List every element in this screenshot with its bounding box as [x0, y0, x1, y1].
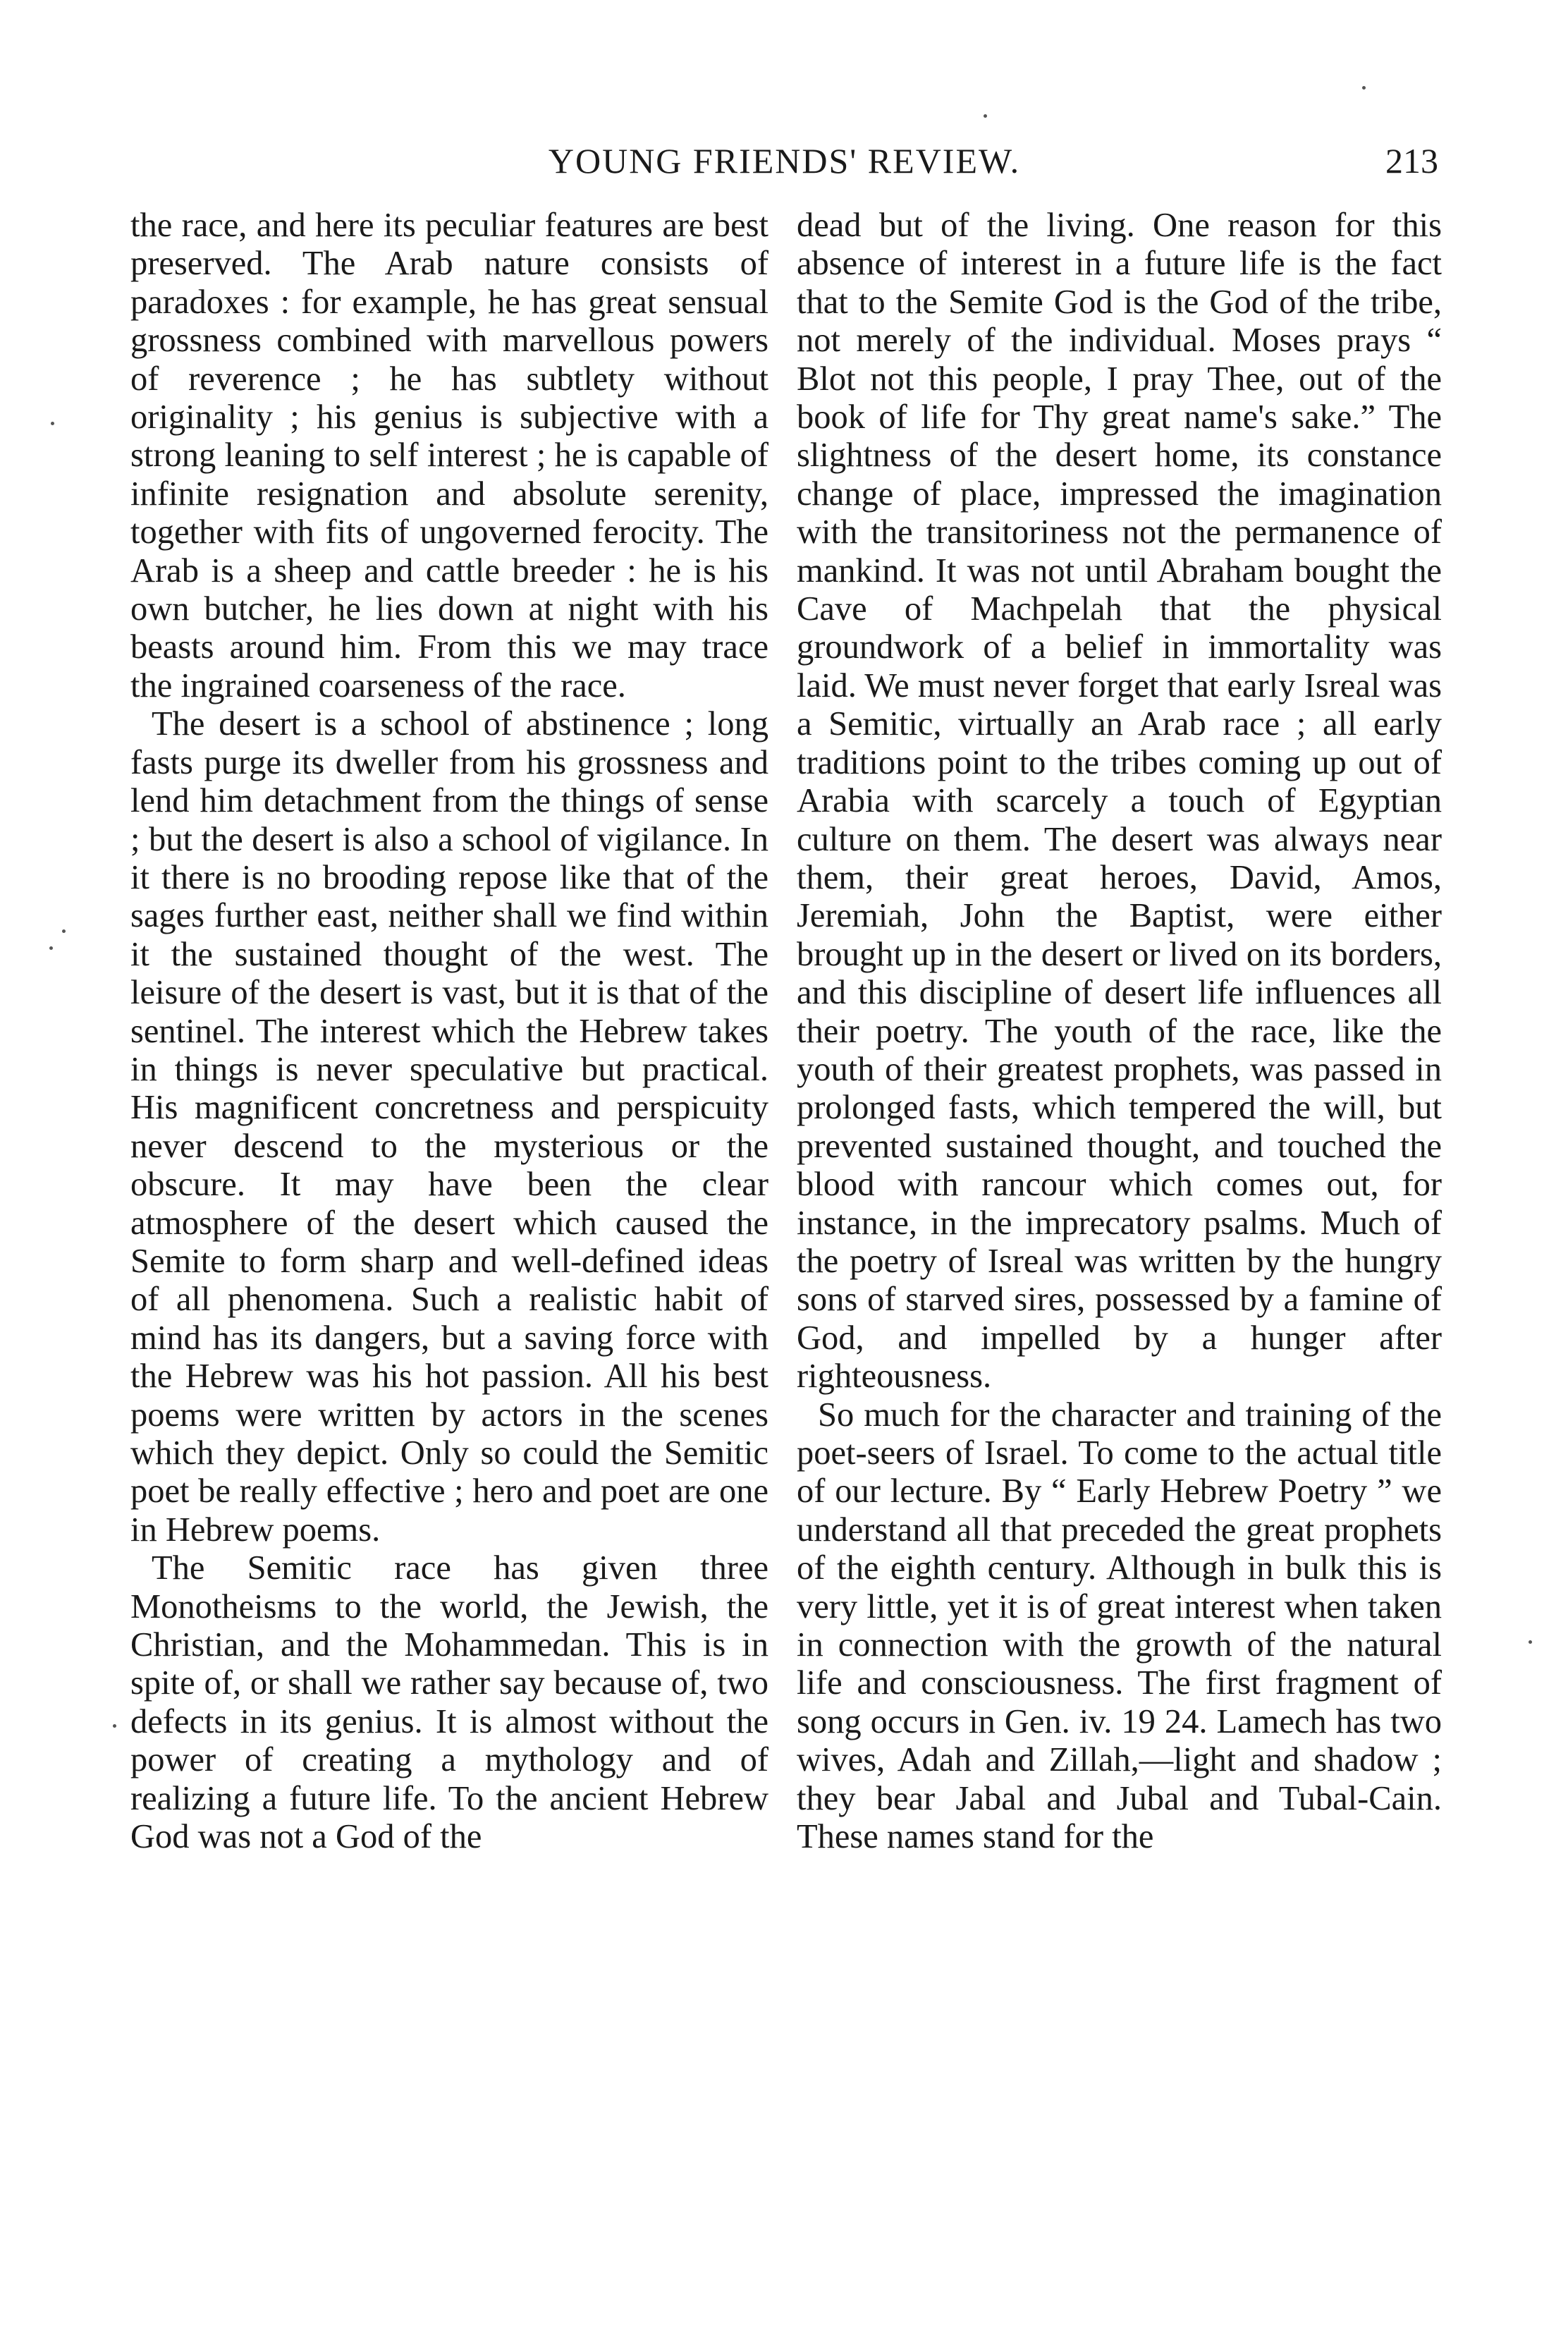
scan-speck	[49, 946, 53, 950]
paragraph: The desert is a school of abstinence ; long fasts purge its dweller from his grossness and lend him detachment from the things of sense ; but the desert is also a school of vigilance. In it there is no brooding repose like that of the sages further east, neither shall we find within it the sustained thought of the west. The leisure of the desert is vast, but it is that of the sentinel. The interest which the Hebrew takes in things is never speculative but practical. His magnificent concretness and perspicuity never descend to the mysterious or the obscure. It may have been the clear atmosphere of the desert which caused the Semite to form sharp and well-defined ideas of all phenomena. Such a realistic habit of mind has its dangers, but a saving force with the Hebrew was his hot passion. All his best poems were written by actors in the scenes which they depict. Only so could the Semitic poet be really effective ; hero and poet are one in Hebrew poems.	[130, 705, 768, 1549]
scan-speck	[984, 114, 987, 118]
scan-speck	[1362, 86, 1366, 90]
paragraph: So much for the character and training of the poet-seers of Israel. To come to the actual title of our lecture. By “ Early Hebrew Poetry ” we understand all that preceded the great prophets of the eighth century. Although in bulk this is very little, yet it is of great interest when taken in connection with the growth of the natural life and consciousness. The first fragment of song occurs in Gen. iv. 19 24. Lamech has two wives, Adah and Zillah,—light and shadow ; they bear Jabal and Jubal and Tubal-Cain. These names stand for the	[797, 1396, 1442, 1856]
scan-speck	[1529, 1640, 1532, 1644]
running-title: YOUNG FRIENDS' REVIEW.	[548, 141, 1021, 181]
scan-speck	[51, 422, 54, 425]
scan-speck	[113, 1724, 116, 1728]
right-column	[797, 207, 1442, 1856]
paragraph: the race, and here its peculiar features are best preserved. The Arab nature consists of paradoxes : for example, he has great sensual grossness combined with marvellous powers of reverence ; he has subtlety without originality ; his genius is subjective with a strong leaning to self interest ; he is capable of infinite resignation and absolute serenity, together with fits of ungoverned ferocity. The Arab is a sheep and cattle breeder : he is his own butcher, he lies down at night with his beasts around him. From this we may trace the ingrained coarseness of the race.	[130, 207, 768, 704]
left-column	[130, 207, 768, 1856]
page-number: 213	[1385, 141, 1438, 181]
scan-speck	[62, 929, 66, 933]
paragraph: dead but of the living. One reason for this absence of interest in a future life is the fact that to the Semite God is the God of the tribe, not merely of the individual. Moses prays “ Blot not this people, I pray Thee, out of the book of life for Thy great name's sake.” The slightness of the desert home, its constance change of place, impressed the imagination with the transitoriness not the permanence of mankind. It was not until Abraham bought the Cave of Machpelah that the physical groundwork of a belief in immortality was laid. We must never forget that early Isreal was a Semitic, virtually an Arab race ; all early traditions point to the tribes coming up out of Arabia with scarcely a touch of Egyptian culture on them. The desert was always near them, their great heroes, David, Amos, Jeremiah, John the Baptist, were either brought up in the desert or lived on its borders, and this discipline of desert life influences all their poetry. The youth of the race, like the youth of their greatest prophets, was passed in prolonged fasts, which tempered the will, but prevented sustained thought, and touched the blood with rancour which comes out, for instance, in the imprecatory psalms. Much of the poetry of Isreal was written by the hungry sons of starved sires, possessed by a famine of God, and impelled by a hunger after righteousness.	[797, 207, 1442, 1396]
paragraph: The Semitic race has given three Monotheisms to the world, the Jewish, the Christian, and the Mohammedan. This is in spite of, or shall we rather say because of, two defects in its genius. It is almost without the power of creating a mythology and of realizing a future life. To the ancient Hebrew God was not a God of the	[130, 1549, 768, 1856]
page-header	[130, 140, 1438, 189]
